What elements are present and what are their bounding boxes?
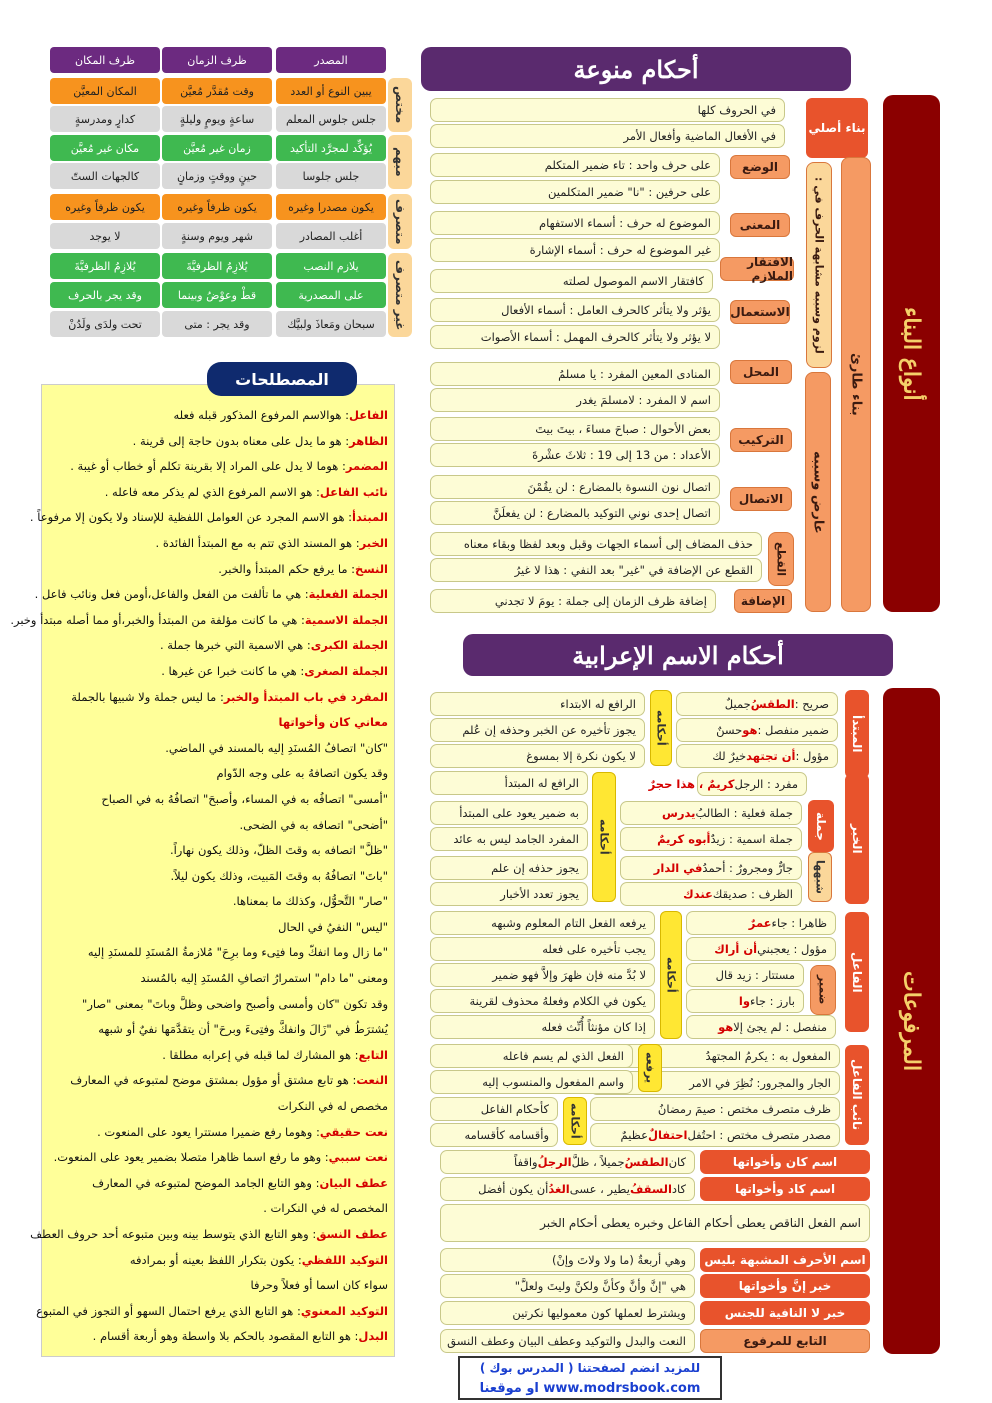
naqis-row: اسم الفعل الناقص يعطى أحكام الفاعل وخبره يعطى أحكام الخبر xyxy=(440,1204,870,1242)
binaa-row: غير الموضوع له حرف : أسماء الإشارة xyxy=(430,238,720,262)
example-red: أن أراك xyxy=(714,942,758,956)
huruf-text: وهي أربعةٌ (ما ولا ولاتَ وإنْ) xyxy=(440,1248,695,1272)
naib-type xyxy=(590,1097,840,1121)
term-item xyxy=(29,505,394,531)
example-red: عمرٌ xyxy=(748,916,772,930)
term-item xyxy=(42,1145,394,1171)
term-def: : هو التابع المقصود بالحكم بلا واسطة وهو أربعة أقسام . xyxy=(92,1329,359,1344)
grid-cell: حينٍ ووقتٍ وزمانٍ xyxy=(162,163,272,189)
binaa-row: في الحروف كلها xyxy=(430,98,785,122)
iraab-rule: لا يكون نكرة إلا بمسوغ xyxy=(430,744,645,768)
iraab-rule: كأحكام الفاعل xyxy=(430,1097,558,1121)
fail-type xyxy=(686,937,836,961)
grid-cell: جلس جلوس المعلم xyxy=(276,106,386,132)
term-def: : هو المشارك لما قبله في إعرابه مطلقا . xyxy=(162,1047,359,1062)
terms-heading: المصطلحات xyxy=(207,362,357,396)
naib-type xyxy=(590,1123,840,1147)
example-red: الطقسُ xyxy=(750,697,795,711)
term-def: : وهو التابع الجامد الموضح لمتبوعه في المعارف xyxy=(92,1175,320,1190)
grid-header: ظرف الزمان xyxy=(162,47,272,73)
grid-cell: يلازم النصب xyxy=(276,253,386,279)
term-def: : هي الاسمية التي خبرها جملة . xyxy=(159,638,311,653)
example-text: كان xyxy=(668,1155,686,1169)
term-item xyxy=(42,1273,394,1299)
grid-header: المصدر xyxy=(276,47,386,73)
term-def: "كان" اتصافُ المُسنَدِ إليه بالمسند في الماضي. xyxy=(165,740,388,755)
iraab-rule: يكون في الكلام وفعلهُ محذوف لقرينة xyxy=(430,989,655,1013)
term-item xyxy=(42,813,394,839)
term-item xyxy=(42,787,394,813)
type-text: الظرف : صديقك xyxy=(712,887,793,901)
term-key: المفرد في باب المبتدأ والخبر xyxy=(223,689,388,704)
grid-cell: تحت ولدَى ولَدُنْ xyxy=(50,311,160,337)
grid-cell: يبين النوع أو العدد xyxy=(276,78,386,104)
type-text: صريح : xyxy=(794,697,829,711)
example-red: في الدار xyxy=(653,861,703,875)
example-red: كريمٌ ، هذا حجرٌ xyxy=(648,777,735,791)
grid-cell: يكون مصدرا وغيره xyxy=(276,194,386,220)
jumla-label: جملة xyxy=(808,800,834,852)
term-item xyxy=(42,710,394,736)
grid-cell: يُؤكِّد لمجرَّد التأكيد xyxy=(276,135,386,161)
grid-cell: شهر ويوم وسنةٍ xyxy=(162,223,272,249)
term-item xyxy=(42,992,394,1018)
example-text: جميلٌ xyxy=(724,697,751,711)
fail-label: الفاعل xyxy=(845,912,869,1032)
fail-type xyxy=(686,963,804,987)
inna-label: خبر إنَّ وأخواتها xyxy=(700,1274,870,1298)
binaa-label-idafa: الإضافة xyxy=(734,589,792,613)
mubtada-label: المبتدأ xyxy=(845,690,869,778)
term-key: المضمر xyxy=(345,459,388,474)
term-item xyxy=(42,1324,394,1350)
term-key: معاني كان وأخواتها xyxy=(278,715,388,730)
binaa-row: المنادى المعين المفرد : يا مسلمُ xyxy=(430,362,720,386)
term-def: وقد يكون اتصافهُ به على وجه الدّوام xyxy=(216,766,388,781)
iraab-rule: إذا كان مؤنثاً أُنِّث فعله xyxy=(430,1015,655,1039)
term-item xyxy=(42,761,394,787)
type-text: مؤول : xyxy=(795,749,829,763)
binaa-row: لا يؤثر ولا يتأثر كالحرف المهمل : أسماء الأصوات xyxy=(430,325,720,349)
term-def: : هوالاسم المرفوع المذكور قبله فعله xyxy=(173,408,350,422)
term-key: عطف النسق xyxy=(316,1227,388,1241)
fail-type xyxy=(686,911,836,935)
binaa-row: حذف المضاف إلى أسماء الجهات وقبل وبعد لفظا وبقاء معناه xyxy=(430,532,762,556)
term-def: المخصص له في النكرات . xyxy=(263,1201,388,1216)
term-item xyxy=(42,1017,394,1043)
grid-cell: كالجهات الستّ xyxy=(50,163,160,189)
inna-text: هي "إنَّ وأنَّ وكأنَّ ولكنَّ وليتَ ولعلَّ" xyxy=(440,1274,695,1298)
tabi-text: النعت والبدل والتوكيد وعطف البيان وعطف النسق xyxy=(440,1329,695,1353)
term-def: : يكون بتكرار اللفظ بعينه أو بمرادفه xyxy=(129,1252,302,1267)
example-red: الغدُ xyxy=(548,1182,570,1196)
khabar-type xyxy=(620,856,802,880)
iraab-rule: الرافع له الابتداء xyxy=(430,692,645,716)
term-item xyxy=(42,557,394,583)
term-item xyxy=(42,966,394,992)
grid-cell: وقد يجر : متى xyxy=(162,311,272,337)
ahkam-label: أحكامه xyxy=(592,772,616,902)
iraab-rule: يرفعه الفعل التام المعلوم وشبهه xyxy=(430,911,655,935)
term-def: : ما ليس جملة ولا شبيها بالجملة xyxy=(71,689,224,704)
term-item xyxy=(36,1299,394,1325)
damir-label: ضمير xyxy=(810,965,836,1015)
grid-group-label: مبهم xyxy=(388,135,412,189)
term-key: الجملة الصغرى xyxy=(304,663,388,678)
kada-label: اسم كاد وأخواتها xyxy=(700,1177,870,1201)
term-item xyxy=(42,1248,394,1274)
ahkam-label: أحكامه xyxy=(650,690,672,766)
term-item xyxy=(42,403,394,429)
khabar-type xyxy=(620,882,802,906)
term-item xyxy=(42,889,394,915)
term-key: النسخ xyxy=(355,561,388,576)
term-def: : هو التابع الذي يرفع احتمال السهو أو التجوز في المتبوع xyxy=(36,1303,301,1318)
iraab-rule: لا بُدَّ منه فإن ظهرَ وإلاَّ فهو ضمير xyxy=(430,963,655,987)
binaa-row: اسم لا المفرد : لامسلمَ يغدر xyxy=(430,388,720,412)
term-key: النعت xyxy=(356,1073,388,1088)
term-def: : ما يرفع حكم المبتدأ والخبر. xyxy=(218,561,356,576)
iraab-rule: يجوز تعدد الأخبار xyxy=(430,882,588,906)
term-def: ومعنى "ما دام" استمرارُ اتصافِ المُسنَدِ إليه بالمُسند xyxy=(140,971,388,986)
grid-cell: أغلب المصادر xyxy=(276,223,386,249)
binaa-label-mahal: المحل xyxy=(730,360,792,384)
iraab-rule: المفرد الجامد ليس به عائد xyxy=(430,827,588,851)
term-def: وقد تكون "كان وأمسى وأصبح واضحى وظلَّ وباتَ" بمعنى "صار" xyxy=(82,996,388,1011)
example-red: احتفالٌ xyxy=(647,1128,688,1142)
grid-group-label: متصرف xyxy=(388,194,412,249)
binaa-row: بعض الأحوال : صباحَ مساءَ ، بيتَ بيتَ xyxy=(430,417,720,441)
example-red: أبوه كريمٌ xyxy=(657,832,711,846)
term-def: : هو الاسم المجرد عن العوامل اللفظية للإسناد ولا يكون إلا مرفوعاً . xyxy=(29,510,353,525)
term-key: الظاهر xyxy=(349,433,388,448)
khabar-label: الخبر xyxy=(845,774,869,904)
example-text: كاد xyxy=(671,1182,686,1196)
ahkam-label: أحكامه xyxy=(563,1097,587,1145)
iraab-rule: الفعل الذي لم يسم فاعله xyxy=(430,1044,633,1068)
type-text: بارز : جاء xyxy=(749,994,795,1008)
grid-cell: ساعةٍ ويومٍ وليلةٍ xyxy=(162,106,272,132)
grid-cell: وقت مُقدَّر مُعيَّن xyxy=(162,78,272,104)
iraab-band: المرفوعات xyxy=(883,688,940,1354)
example-text: عظيمٌ xyxy=(620,1128,648,1142)
term-item xyxy=(30,1222,394,1248)
binaa-label-ittisal: الاتصال xyxy=(730,487,792,511)
binaa-title: أحكام منوعة xyxy=(421,47,851,91)
term-item xyxy=(42,838,394,864)
term-item xyxy=(42,454,394,480)
term-def: : هو ما يدل على معناه بدون حاجة إلى قرينة . xyxy=(132,433,350,448)
grid-cell: مكان غير مُعيَّن xyxy=(50,135,160,161)
term-key: التابع xyxy=(358,1047,388,1062)
fail-type xyxy=(686,1015,836,1039)
footer xyxy=(458,1356,722,1400)
binaa-row: يؤثر ولا يتأثر كالحرف العامل : أسماء الأفعال xyxy=(430,298,720,322)
term-def: "أضحى" اتصافه به في الضحى. xyxy=(239,817,388,832)
kana-example xyxy=(440,1150,695,1174)
example-red: السقفُ xyxy=(629,1182,672,1196)
iraab-rule: واسم المفعول والمنسوب إليه xyxy=(430,1070,633,1094)
grid-cell: لا يوجد xyxy=(50,223,160,249)
la-text: ويشترط لعملها كون معموليها نكرتين xyxy=(440,1301,695,1325)
type-text: ظرف متصرف مختص : صيمَ رمضانُ xyxy=(657,1102,831,1116)
term-item xyxy=(42,685,394,711)
term-key: عطف البيان xyxy=(319,1175,388,1190)
grid-cell: يُلازِمُ الظرفيَّةَ xyxy=(50,253,160,279)
grid-group-label: مختص xyxy=(388,78,412,132)
term-item xyxy=(42,480,394,506)
binaa-label-istimal: الاستعمال xyxy=(730,300,790,324)
term-item xyxy=(42,429,394,455)
terms-panel xyxy=(10,384,395,1357)
iraab-title: أحكام الاسم الإعرابية xyxy=(463,634,893,676)
term-key: الجملة الاسمية xyxy=(304,612,388,627)
term-def: : وهو ما رفع اسما ظاهرا متصلا بضمير يعود على المنعوت. xyxy=(53,1150,329,1165)
qat-label: القطع xyxy=(768,532,794,586)
term-key: البدل xyxy=(358,1329,388,1344)
yarfa-label: يرفعه xyxy=(638,1044,662,1092)
arid-label: عارض وسببه xyxy=(805,372,831,612)
example-red: عندك xyxy=(683,887,713,901)
huruf-label: اسم الأحرف المشبهة بليس xyxy=(700,1248,870,1272)
binaa-band: أنواع البناء xyxy=(883,95,940,612)
asli-label: بناء أصلي xyxy=(806,98,868,158)
binaa-row: على حرفين : "نا" ضمير المتكلمين xyxy=(430,180,720,204)
type-text: جملة فعلية : الطالبُ xyxy=(695,806,793,820)
mubtada-type xyxy=(676,718,838,742)
binaa-row: في الأفعال الماضية وأفعال الأمر xyxy=(430,124,785,148)
footer-line1: للمزيد انضم لصفحتنا ( المدرس بوك ) xyxy=(479,1361,701,1375)
shibh-label: شبهها xyxy=(808,852,832,902)
example-text: واقفاً xyxy=(514,1155,538,1169)
term-def: : هو الاسم المرفوع الذي لم يذكر معه فاعله . xyxy=(104,484,320,499)
iraab-rule: يجب تأخيره على فعله xyxy=(430,937,655,961)
term-item xyxy=(42,940,394,966)
term-key: الخبر xyxy=(359,535,388,550)
example-text: يطير ، عسى xyxy=(569,1182,630,1196)
grid-cell: على المصدرية xyxy=(276,282,386,308)
naib-label: نائب الفاعل xyxy=(845,1045,869,1145)
grid-cell: كدارٍ ومدرسةٍ xyxy=(50,106,160,132)
example-red: هو xyxy=(718,1020,734,1034)
fail-type xyxy=(686,989,804,1013)
term-item xyxy=(10,608,394,634)
term-item xyxy=(34,582,394,608)
term-item xyxy=(42,1196,394,1222)
example-red: الطقسُ xyxy=(624,1155,669,1169)
ahkam-label: أحكامه xyxy=(660,911,682,1039)
example-text: خيرٌ لك xyxy=(712,749,747,763)
term-item xyxy=(42,633,394,659)
grid-cell: زمان غير مُعيَّن xyxy=(162,135,272,161)
term-key: المبتدأ xyxy=(352,510,388,525)
example-red: أن تجتهد xyxy=(746,749,796,763)
term-item xyxy=(42,1120,394,1146)
term-item xyxy=(42,531,394,557)
term-def: : هو تابع مشتق أو مؤول بمشتق موضح لمتبوعه في المعارف xyxy=(70,1073,357,1088)
term-key: الجملة الكبرى xyxy=(310,638,388,653)
footer-link[interactable]: www.modrsbook.com او موقعنا xyxy=(479,1380,701,1396)
grid-cell: وقد يجر بالحرف xyxy=(50,282,160,308)
term-key: نعت سببي xyxy=(328,1150,388,1165)
grid-cell: يكون ظرفاً وغيره xyxy=(162,194,272,220)
binaa-row: اتصال نون النسوة بالمضارع : لن يقُمْنَ xyxy=(430,475,720,499)
term-item xyxy=(42,659,394,685)
term-key: نائب الفاعل xyxy=(319,484,388,499)
example-text: أن يكون أفضل xyxy=(478,1182,549,1196)
example-red: يدرس xyxy=(662,806,696,820)
type-text: جارٌّ ومجرورٌ : أحمدُ xyxy=(702,861,793,875)
binaa-label-mana: المعنى xyxy=(730,213,790,237)
shabah-label: لزوم وسببه مشابهة الحرف في : xyxy=(806,162,832,368)
example-red: هو xyxy=(742,723,758,737)
binaa-label-wad: الوضع xyxy=(730,155,790,179)
iraab-rule: الرافع له المبتدأ xyxy=(430,771,588,795)
term-def: : هو المسند الذي تتم به مع المبتدأ الفائدة . xyxy=(155,535,360,550)
grid-group-label: غير متصرف xyxy=(388,253,412,337)
type-text: ظاهرا : جاء xyxy=(771,916,827,930)
type-text: المفعول به : يكرمُ المجتهدُ xyxy=(705,1049,831,1063)
example-red: وا xyxy=(738,994,750,1008)
iraab-rule: يجوز تأخيره عن الخبر وحذفه إن عُلم xyxy=(430,718,645,742)
term-key: الجملة الفعلية xyxy=(308,587,388,602)
grid-cell: يكون ظرفاً وغيره xyxy=(50,194,160,220)
term-def: : وهوما رفع ضميرا مستترا يعود على المنعوت . xyxy=(97,1124,320,1139)
grid-cell: قطْ وعوْضُ وبينما xyxy=(162,282,272,308)
grid-cell: المكان المعيَّن xyxy=(50,78,160,104)
khabar-type xyxy=(648,772,807,796)
term-item xyxy=(42,1043,394,1069)
example-text: جميلاً ، ظلَّ xyxy=(571,1155,625,1169)
iraab-rule: به ضمير يعود على المبتدأ xyxy=(430,801,588,825)
khabar-type xyxy=(620,801,802,825)
iraab-rule: يجوز حذفه إن علم xyxy=(430,856,588,880)
binaa-label-tarkib: التركيب xyxy=(730,428,792,452)
term-key: نعت حقيقي xyxy=(319,1124,388,1139)
binaa-label-iftiqar: الافتقار الملازم xyxy=(720,257,794,281)
grid-cell: سبحان ومَعاذَ ولبيَّك xyxy=(276,311,386,337)
type-text: الجار والمجرور: نُظِرَ في الامر xyxy=(689,1076,831,1090)
term-def: يُشترَطُ في "زَالَ وانفكَّ وفتِىءَ وبرحَ" أن يتقدَّمَها نفيٌ أو شبهه xyxy=(98,1022,388,1037)
term-def: "ظلَّ" اتصافه به وقتَ الظلّ، وذلك يكون نهاراً. xyxy=(169,843,388,858)
example-red: الرجلُ xyxy=(537,1155,572,1169)
type-text: مستتار : زيد قال xyxy=(715,968,795,982)
term-def: سواء كان اسما أو فعلاً وحرفا xyxy=(250,1278,388,1293)
grid-cell: يُلازِمُ الظرفيَّةَ xyxy=(162,253,272,279)
term-def: "أمسى" اتصافُه به في المساء، وأصبحَ" اتصافُهُ به في الصباح xyxy=(101,791,388,806)
la-label: خبر لا النافية للجنس xyxy=(700,1301,870,1325)
term-def: مخصص له في النكرات xyxy=(277,1099,388,1114)
type-text: مصدر متصرف مختص : احتُفل xyxy=(687,1128,831,1142)
example-text: حسنٌ xyxy=(716,723,743,737)
term-def: : وهو التابع الذي يتوسط بينه وبين متبوعه أحد حروف العطف xyxy=(30,1227,317,1241)
term-def: "ليس" النفيُ في الحال xyxy=(278,919,388,934)
binaa-row: القطع عن الإضافة في "غير" بعد النفي : هذا لا غيرُ xyxy=(430,558,762,582)
binaa-row: إضافة ظرف الزمان إلى جملة : يومَ لا تجدني xyxy=(430,589,716,613)
grid-cell: جلس جلوسا xyxy=(276,163,386,189)
kana-label: اسم كان وأخواتها xyxy=(700,1150,870,1174)
term-key: الفاعل xyxy=(349,408,388,422)
taari-label: بناء طارئ xyxy=(841,157,871,612)
term-def: : هي ما تألفت من الفعل والفاعل،أومن فعل ونائب فاعل . xyxy=(34,587,309,602)
binaa-row: الأعداد : من 13 إلى 19 : ثلاثَ عشْرةَ xyxy=(430,443,720,467)
type-text: مؤول : يعجبني xyxy=(757,942,827,956)
term-def: : هي ما كانت مؤلفة من المبتدأ والخبر،أو مما أصله مبتدأ وخبر. xyxy=(10,612,305,627)
mubtada-type xyxy=(676,744,838,768)
term-item xyxy=(42,1068,394,1094)
khabar-type xyxy=(620,827,802,851)
term-item xyxy=(42,915,394,941)
term-def: : هوما لا يدل على المراد إلا بقرينة تكلم أو خطاب أو غيبة . xyxy=(70,459,346,474)
grid-header: ظرف المكان xyxy=(50,47,160,73)
term-item xyxy=(42,736,394,762)
binaa-row: الموضوع له حرف : أسماء الاستفهام xyxy=(430,211,720,235)
binaa-row: كافتقار الاسم الموصول لصلته xyxy=(430,269,713,293)
type-text: ضمير منفصل : xyxy=(757,723,829,737)
kada-example xyxy=(440,1177,695,1201)
iraab-rule: وأقسامه كأقسامه xyxy=(430,1123,558,1147)
term-item xyxy=(42,1171,394,1197)
binaa-row: على حرف واحد : تاء ضمير المتكلم xyxy=(430,153,720,177)
term-def: "باتَ" اتصافُهُ به وقتَ المَبيت، وذلك يكون ليلاً. xyxy=(170,868,388,883)
term-def: "ما زال وما انفكّ وما فتِىء وما برِحَ" مُلازمةُ المُسنَدِ للمسنَدِ إليه xyxy=(87,945,388,960)
type-text: مفرد : الرجل xyxy=(734,777,798,791)
type-text: منفصل : لم يجئ إلا xyxy=(733,1020,827,1034)
binaa-row: اتصال إحدى نوني التوكيد بالمضارع : لن يفعلَنَّ xyxy=(430,501,720,525)
term-def: "صار" التَّحوُّل، وكذلك ما بمعناها. xyxy=(232,894,388,909)
term-def: : هي ما كانت خبرا عن غيرها . xyxy=(161,663,305,678)
term-key: التوكيد المعنوي xyxy=(300,1303,388,1318)
term-key: التوكيد اللفظي xyxy=(301,1252,388,1267)
mubtada-type xyxy=(676,692,838,716)
term-item xyxy=(42,1094,394,1120)
term-item xyxy=(42,864,394,890)
type-text: جملة اسمية : زيدٌ xyxy=(710,832,793,846)
tabi-label: التابع للمرفوع xyxy=(700,1329,870,1353)
